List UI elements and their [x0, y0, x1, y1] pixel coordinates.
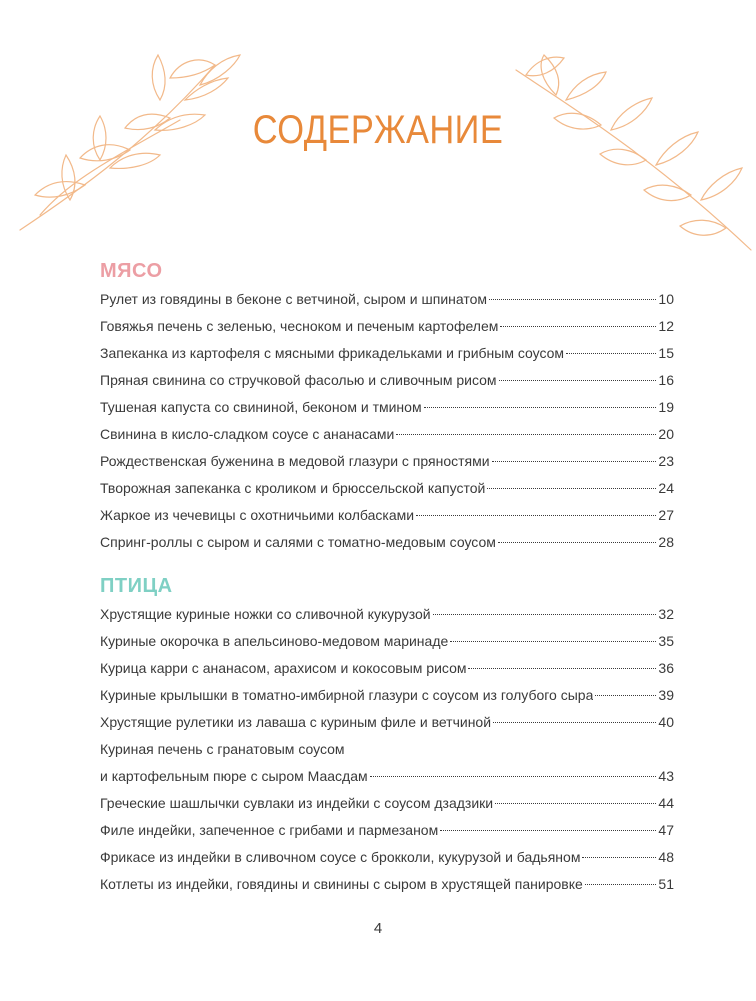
toc-entry[interactable]	[100, 790, 674, 817]
entry-title: Филе индейки, запеченное с грибами и пармезаном	[100, 822, 439, 838]
entry-page: 47	[658, 822, 674, 838]
entry-title: и картофельным пюре с сыром Маасдам	[100, 768, 368, 784]
entry-page: 27	[658, 507, 674, 523]
dot-leader	[416, 515, 656, 516]
entry-title: Куриные окорочка в апельсиново-медовом маринаде	[100, 633, 449, 649]
toc-entry[interactable]	[100, 475, 674, 502]
dot-leader	[492, 461, 657, 462]
toc-entry[interactable]	[100, 286, 674, 313]
entry-page: 24	[658, 480, 674, 496]
toc-entry[interactable]	[100, 844, 674, 871]
entry-page: 19	[658, 399, 674, 415]
entry-page: 10	[658, 291, 674, 307]
section-poultry	[100, 573, 674, 898]
toc-entry[interactable]	[100, 682, 674, 709]
toc-entry[interactable]	[100, 817, 674, 844]
entry-title: Свинина в кисло-сладком соусе с ананасами	[100, 426, 395, 442]
toc-entry[interactable]	[100, 529, 674, 556]
dot-leader	[585, 884, 657, 885]
entry-title: Жаркое из чечевицы с охотничьими колбасками	[100, 507, 415, 523]
dot-leader	[440, 830, 656, 831]
section-heading: ПТИЦА	[100, 575, 173, 597]
dot-leader	[493, 722, 656, 723]
dot-leader	[582, 857, 656, 858]
dot-leader	[450, 641, 656, 642]
toc-entry[interactable]	[100, 601, 674, 628]
dot-leader	[566, 353, 656, 354]
dot-leader	[424, 407, 657, 408]
entry-title: Курица карри с ананасом, арахисом и кокосовым рисом	[100, 660, 467, 676]
toc-entry[interactable]	[100, 655, 674, 682]
entry-title: Хрустящие рулетики из лаваша с куриным филе и ветчиной	[100, 714, 492, 730]
toc-entry[interactable]	[100, 871, 674, 898]
dot-leader	[370, 776, 657, 777]
entry-page: 32	[658, 606, 674, 622]
dot-leader	[500, 326, 656, 327]
entry-page: 44	[658, 795, 674, 811]
toc-entry[interactable]	[100, 763, 674, 790]
entry-page: 12	[658, 318, 674, 334]
entry-page: 51	[658, 876, 674, 892]
entry-title: Куриные крылышки в томатно-имбирной глазури с соусом из голубого сыра	[100, 687, 594, 703]
entry-page: 36	[658, 660, 674, 676]
entry-title: Запеканка из картофеля с мясными фрикадельками и грибным соусом	[100, 345, 565, 361]
entry-page: 39	[658, 687, 674, 703]
entry-title: Творожная запеканка с кроликом и брюссельской капустой	[100, 480, 486, 496]
toc-entry[interactable]	[100, 340, 674, 367]
dot-leader	[499, 380, 657, 381]
toc-entry[interactable]	[100, 394, 674, 421]
dot-leader	[595, 695, 656, 696]
dot-leader	[433, 614, 657, 615]
entry-page: 40	[658, 714, 674, 730]
entry-page: 15	[658, 345, 674, 361]
entry-title: Рождественская буженина в медовой глазури с пряностями	[100, 453, 490, 469]
entry-title: Хрустящие куриные ножки со сливочной кукурузой	[100, 606, 431, 622]
entry-title: Фрикасе из индейки в сливочном соусе с брокколи, кукурузой и бадьяном	[100, 849, 581, 865]
entry-title: Спринг-роллы с сыром и салями с томатно-медовым соусом	[100, 534, 496, 550]
dot-leader	[489, 299, 656, 300]
page-number: 4	[373, 920, 383, 937]
section-heading: МЯСО	[100, 260, 163, 282]
page-title: СОДЕРЖАНИЕ	[252, 108, 504, 152]
toc-entry[interactable]	[100, 628, 674, 655]
entry-title: Тушеная капуста со свининой, беконом и тмином	[100, 399, 422, 415]
entry-page: 28	[658, 534, 674, 550]
entry-page: 43	[658, 768, 674, 784]
dot-leader	[468, 668, 656, 669]
toc-entry[interactable]	[100, 367, 674, 394]
dot-leader	[487, 488, 656, 489]
entry-page: 48	[658, 849, 674, 865]
entry-title-line1[interactable]: Куриная печень с гранатовым соусом	[100, 741, 345, 757]
entry-page: 35	[658, 633, 674, 649]
dot-leader	[495, 803, 656, 804]
entry-title: Рулет из говядины в беконе с ветчиной, сыром и шпинатом	[100, 291, 488, 307]
entry-page: 16	[658, 372, 674, 388]
entry-page: 23	[658, 453, 674, 469]
toc-entry[interactable]	[100, 313, 674, 340]
toc-entry[interactable]	[100, 448, 674, 475]
toc-entry[interactable]	[100, 421, 674, 448]
entry-page: 20	[658, 426, 674, 442]
dot-leader	[396, 434, 656, 435]
toc-entry[interactable]	[100, 709, 674, 736]
entry-title: Котлеты из индейки, говядины и свинины с сыром в хрустящей панировке	[100, 876, 583, 892]
section-meat	[100, 258, 674, 556]
entry-title: Говяжья печень с зеленью, чесноком и печеным картофелем	[100, 318, 499, 334]
toc-entry[interactable]	[100, 502, 674, 529]
dot-leader	[498, 542, 657, 543]
entry-title: Греческие шашлычки сувлаки из индейки с соусом дзадзики	[100, 795, 494, 811]
entry-title: Пряная свинина со стручковой фасолью и сливочным рисом	[100, 372, 497, 388]
